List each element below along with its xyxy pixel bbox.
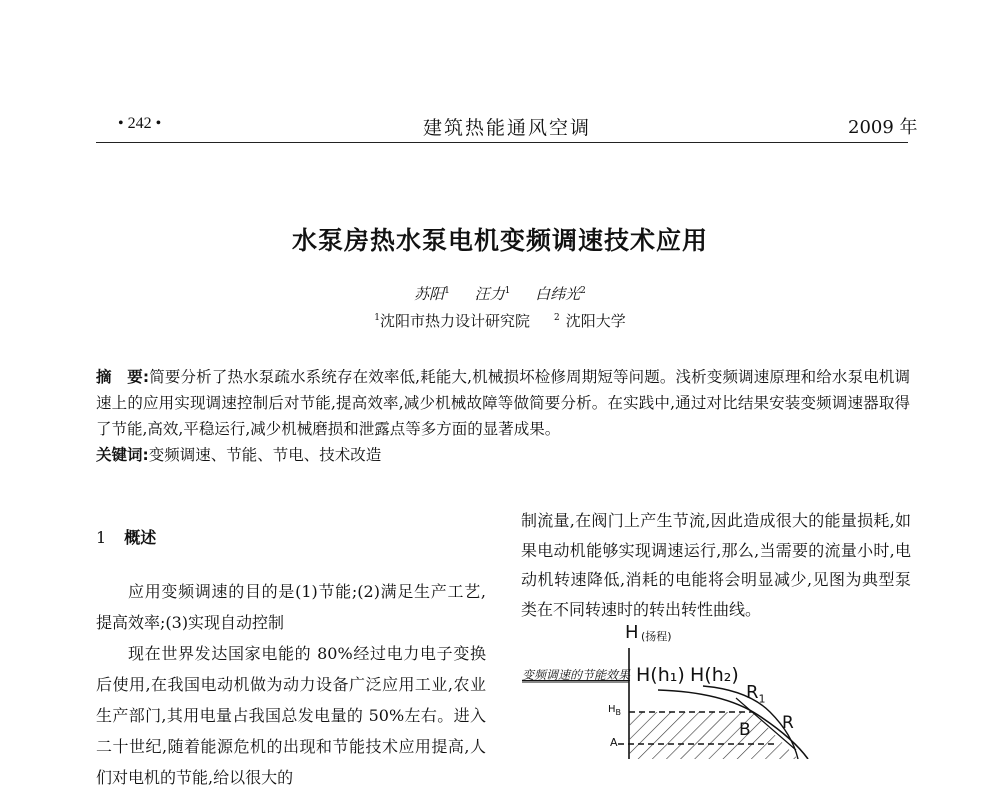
author-list <box>0 283 1000 304</box>
header-rule <box>96 142 908 143</box>
a-label: A <box>610 736 618 749</box>
author-2-name: 汪力 <box>474 285 505 303</box>
page-number: • 242 • <box>118 115 162 132</box>
author-3 <box>535 285 586 303</box>
journal-name: 建筑热能通风空调 <box>423 117 592 139</box>
point-r1-label <box>746 682 766 706</box>
section-paragraph-1: 应用变频调速的目的是(1)节能;(2)满足生产工艺,提高效率;(3)实现自动控制 <box>96 582 486 632</box>
right-column <box>521 506 911 624</box>
abstract-text: 简要分析了热水泵疏水系统存在效率低,耗能大,机械损坏检修周期短等问题。浅析变频调速原理和给水泵电机调速上的应用实现调速控制后对节能,提高效率,减少机械故障等做简要分析。在实践中,通过对比结果安装变频调速器取得了节能,高效,平稳运行,减少机械磨损和泄露点等多方面的显著成果。 <box>96 368 910 438</box>
paper-title: 水泵房热水泵电机变频调速技术应用 <box>291 226 708 255</box>
pump-curve-figure <box>508 620 898 759</box>
pump-curve-svg <box>508 620 898 759</box>
section-heading <box>96 522 486 553</box>
keywords-text: 变频调速、节能、节电、技术改造 <box>148 446 382 464</box>
keywords-label: 关键词: <box>96 446 149 464</box>
left-column <box>96 522 486 793</box>
abstract-block <box>96 364 910 468</box>
hb-label-sub: B <box>615 708 622 717</box>
section-paragraph-2: 现在世界发达国家电能的 80%经过电力电子变换后使用,在我国电动机做为动力设备广泛应用工业,农业生产部门,其用电量占我国总发电量的 50%左右。进入二十世纪,随着能源危机的出现和节能技术应用提高,人们对电机的节能,给以很大的 <box>96 644 486 787</box>
affiliation-2: 沈阳大学 <box>565 312 626 330</box>
affiliation-2-sup: 2 <box>554 313 560 323</box>
point-r-label: R <box>782 713 794 733</box>
point-r1-main: R <box>746 682 759 703</box>
author-2-sup: 1 <box>504 286 511 296</box>
affiliation-1-sup: 1 <box>374 313 380 323</box>
curve-h2-label: H(h₂) <box>690 664 739 686</box>
section-title: 概述 <box>124 528 157 547</box>
journal-year: 2009 年 <box>848 117 918 138</box>
author-3-sup: 2 <box>580 286 586 296</box>
abstract <box>96 364 910 442</box>
keywords <box>96 442 910 468</box>
affiliation-1: 沈阳市热力设计研究院 <box>379 312 530 330</box>
abstract-label: 摘 要: <box>96 368 150 386</box>
author-2 <box>475 285 511 303</box>
author-1-name: 苏阳 <box>414 285 445 303</box>
affiliation-list <box>0 310 1000 331</box>
point-b-label: B <box>739 720 751 740</box>
author-3-name: 白纬光 <box>535 285 581 303</box>
hb-label-main: H <box>608 704 616 715</box>
fig-side-label: 变频调速的节能效果 <box>522 668 631 682</box>
right-paragraph: 制流量,在阀门上产生节流,因此造成很大的能量损耗,如果电动机能够实现调速运行,那么,当需要的流量小时,电动机转速降低,消耗的电能将会明显减少,见图为典型泵类在不同转速时的转出转性曲线。 <box>521 511 911 619</box>
author-1-sup: 1 <box>444 286 450 296</box>
point-r1-sub: 1 <box>758 692 766 706</box>
author-1 <box>414 285 450 303</box>
hb-label <box>608 704 621 717</box>
curve-h1-label: H(h₁) <box>636 664 685 686</box>
y-axis-note: (扬程) <box>641 630 672 643</box>
section-number: 1 <box>96 528 107 547</box>
y-axis-label: H <box>625 622 639 643</box>
energy-saving-region <box>629 712 798 759</box>
